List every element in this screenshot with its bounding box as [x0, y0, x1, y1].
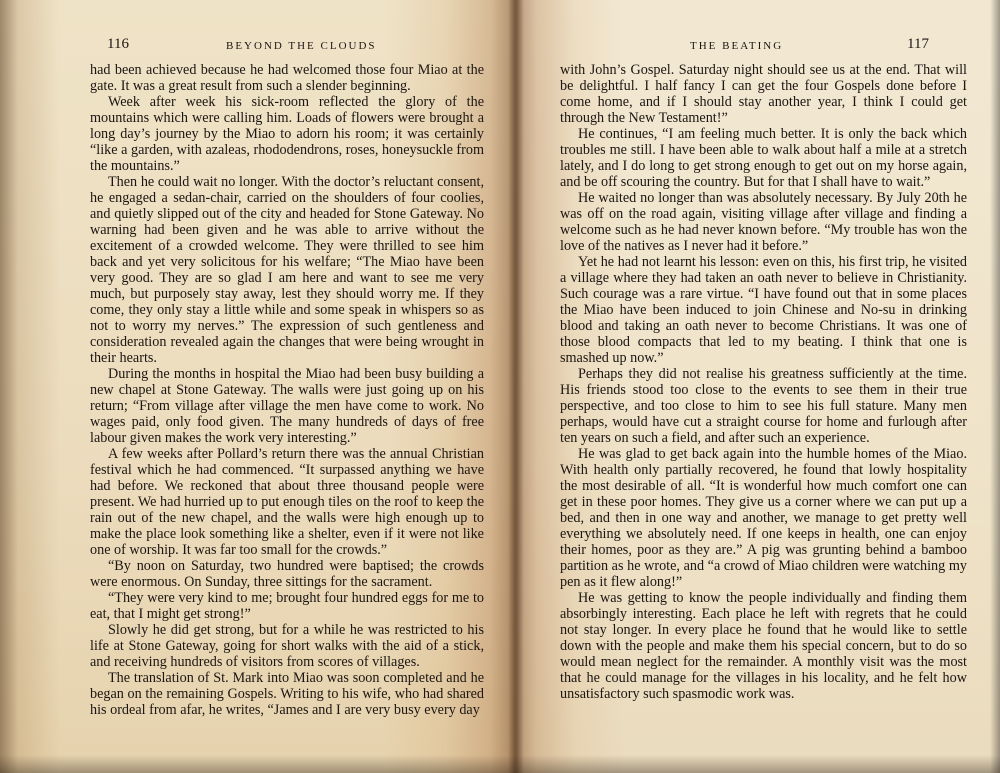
right-page [515, 0, 1000, 773]
running-head: THE BEATING [690, 40, 784, 52]
body-text [90, 62, 484, 718]
page-number: 116 [107, 36, 129, 52]
paragraph: He was getting to know the people individually and finding them absorbingly interesting. Each place he left with regrets that he could not stay longer. In every place he found that he would like to settle down with the people and make them his special concern, but to do so would mean neglect for the remainder. A monthly visit was the most that he could manage for the villages in his locality, and he felt how unsatisfactory such spasmodic work was. [560, 590, 967, 702]
paragraph: The translation of St. Mark into Miao was soon completed and he began on the remaining Gospels. Writing to his wife, who had shared his ordeal from afar, he writes, “James and I are very busy every day [90, 670, 484, 718]
page-number: 117 [907, 36, 929, 52]
paragraph: He continues, “I am feeling much better. It is only the back which troubles me still. I have been able to walk about half a mile at a stretch lately, and I do long to get strong enough to get out on my horse again, and be off scouring the country. But for that I shall have to wait.” [560, 126, 967, 190]
paragraph: During the months in hospital the Miao had been busy building a new chapel at Stone Gateway. The walls were just going up on his return; “From village after village the men have come to work. No wages paid, only food given. The many hundreds of days of free labour given makes the work very interesting.” [90, 366, 484, 446]
paragraph: Slowly he did get strong, but for a while he was restricted to his life at Stone Gateway, going for short walks with the aid of a stick, and receiving hundreds of visitors from scores of villages. [90, 622, 484, 670]
paragraph: A few weeks after Pollard’s return there was the annual Christian festival which he had commenced. “It surpassed anything we have had before. We reckoned that about three thousand people were present. We had hurried up to put enough tiles on the roof to keep the rain out of the new chapel, and the walls were high enough up to make the place look something like a shelter, even if it were not like one of worship. It was far too small for the crowds.” [90, 446, 484, 558]
page-edge-shadow [0, 755, 1000, 773]
paragraph: Perhaps they did not realise his greatness sufficiently at the time. His friends stood too close to the events to see them in their true perspective, and too close to him to see his full stature. Many men perhaps, would have cut a straight course for home and furlough after ten years on such a field, and after such an experience. [560, 366, 967, 446]
paragraph: He waited no longer than was absolutely necessary. By July 20th he was off on the road again, visiting village after village and finding a welcome such as he had never known before. “My trouble has won the love of the natives as I never had it before.” [560, 190, 967, 254]
running-head: BEYOND THE CLOUDS [226, 40, 377, 52]
paragraph: Then he could wait no longer. With the doctor’s reluctant consent, he engaged a sedan-chair, carried on the shoulders of four coolies, and quietly slipped out of the city and headed for Stone Gateway. No warning had been given and he was able to arrive without the excitement of a crowded welcome. They were thrilled to see him back and yet very solicitous for his welfare; “The Miao have been very good. They are so glad I am here and want to see me very much, but purposely stay away, lest they should worry me. If they come, they only stay a little while and some speak in whispers so as not to worry my nerves.” The expression of such gentleness and consideration revealed again the changes that were being wrought in their hearts. [90, 174, 484, 366]
paragraph: “They were very kind to me; brought four hundred eggs for me to eat, that I might get strong!” [90, 590, 484, 622]
body-text [560, 62, 967, 702]
paragraph: Yet he had not learnt his lesson: even on this, his first trip, he visited a village where they had taken an oath never to believe in Christianity. Such courage was a rare virtue. “I have found out that in some places the Miao have been induced to join Chinese and No-su in drinking blood and taking an oath never to become Christians. It was one of those blood compacts that led to my beating. I think that one is smashed up now.” [560, 254, 967, 366]
paragraph: He was glad to get back again into the humble homes of the Miao. With health only partially recovered, he found that lowly hospitality the most desirable of all. “It is wonderful how much comfort one can get in these poor homes. They give us a corner where we can put up a bed, and then in one way and another, we manage to get pretty well everything we absolutely need. If one keeps in health, one can enjoy their homes, poor as they are.” A pig was grunting behind a bamboo partition as he wrote, and “a crowd of Miao children were watching my pen as it flew along!” [560, 446, 967, 590]
paragraph: had been achieved because he had welcomed those four Miao at the gate. It was a great result from such a slender beginning. [90, 62, 484, 94]
paragraph: “By noon on Saturday, two hundred were baptised; the crowds were enormous. On Sunday, three sittings for the sacrament. [90, 558, 484, 590]
paragraph: with John’s Gospel. Saturday night should see us at the end. That will be delightful. I half fancy I can get the four Gospels done before I come home, and if I should stay another year, I think I could get through the New Testament!” [560, 62, 967, 126]
book-gutter [508, 0, 524, 773]
paragraph: Week after week his sick-room reflected the glory of the mountains which were calling him. Loads of flowers were brought a long day’s journey by the Miao to adorn his room; it was certainly “like a garden, with azaleas, rhododendrons, roses, honeysuckle from the mountains.” [90, 94, 484, 174]
